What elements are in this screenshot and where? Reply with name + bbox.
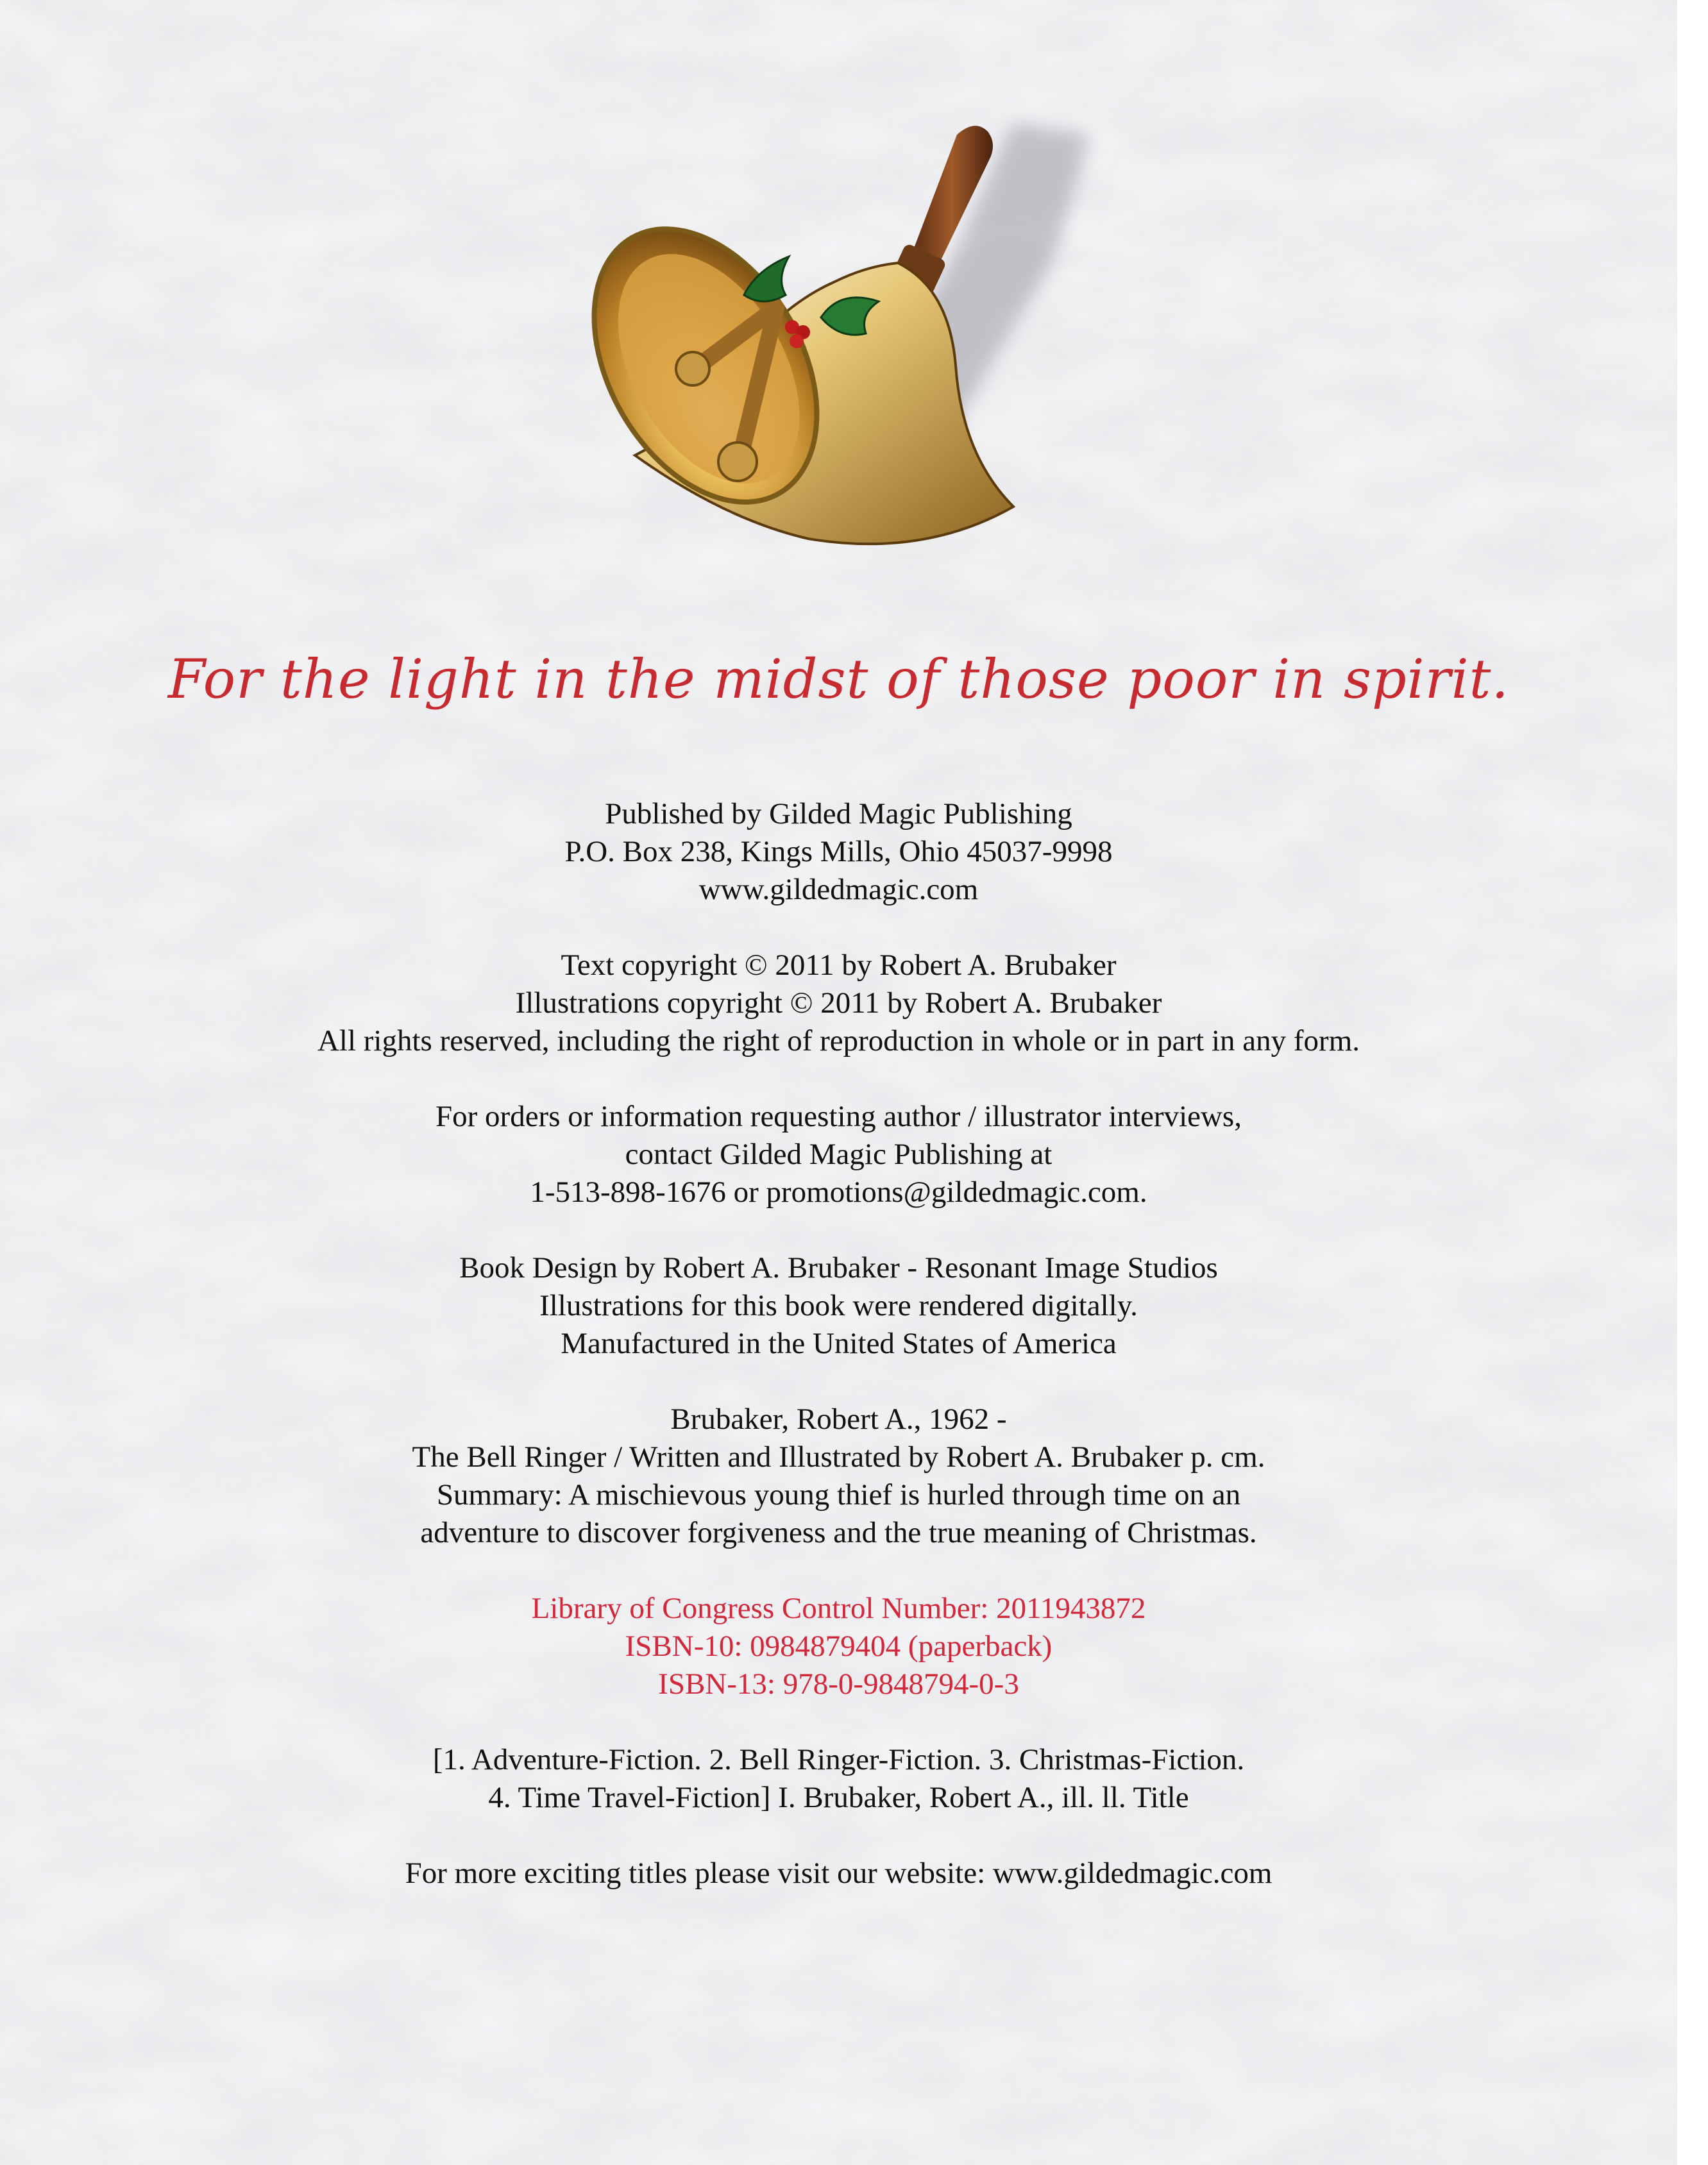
author-entry: Brubaker, Robert A., 1962 - (670, 1403, 1007, 1436)
isbn-10: ISBN-10: 0984879404 (paperback) (625, 1630, 1053, 1663)
text-copyright: Text copyright © 2011 by Robert A. Brubaker (561, 948, 1117, 982)
orders-line-1: For orders or information requesting author / illustrator interviews, (435, 1100, 1242, 1133)
orders-line-2: contact Gilded Magic Publishing at (625, 1138, 1053, 1171)
publisher-website: www.gildedmagic.com (698, 873, 979, 906)
isbn-13: ISBN-13: 978-0-9848794-0-3 (658, 1667, 1019, 1701)
publisher-address: P.O. Box 238, Kings Mills, Ohio 45037-9998 (564, 835, 1113, 868)
illustration-note: Illustrations for this book were rendered digitally. (539, 1289, 1138, 1322)
summary-line-2: adventure to discover forgiveness and the true meaning of Christmas. (420, 1516, 1257, 1549)
orders-block (0, 1098, 1677, 1211)
illustrations-copyright: Illustrations copyright © 2011 by Robert A. Brubaker (515, 986, 1162, 1020)
subjects-block (0, 1741, 1677, 1817)
orders-contact: 1-513-898-1676 or promotions@gildedmagic.com. (530, 1175, 1147, 1209)
subjects-line-1: [1. Adventure-Fiction. 2. Bell Ringer-Fiction. 3. Christmas-Fiction. (432, 1743, 1245, 1776)
identifiers-block (0, 1590, 1677, 1703)
cataloging-block (0, 1401, 1677, 1552)
colophon (0, 795, 1677, 1930)
website-promo: For more exciting titles please visit our website: www.gildedmagic.com (405, 1857, 1273, 1890)
book-design-credit: Book Design by Robert A. Brubaker - Resonant Image Studios (459, 1251, 1218, 1285)
lccn: Library of Congress Control Number: 2011943872 (531, 1592, 1146, 1625)
rights-reserved: All rights reserved, including the right of reproduction in whole or in part in any form. (317, 1024, 1360, 1057)
page-margin (1677, 0, 1708, 2165)
summary-line-1: Summary: A mischievous young thief is hurled through time on an (436, 1478, 1241, 1512)
title-entry: The Bell Ringer / Written and Illustrated by Robert A. Brubaker p. cm. (412, 1440, 1265, 1474)
website-block (0, 1855, 1677, 1892)
dedication: For the light in the midst of those poor in spirit. (167, 648, 1510, 711)
design-block (0, 1249, 1677, 1363)
bell-illustration (564, 96, 1142, 609)
manufacture-note: Manufactured in the United States of America (561, 1327, 1117, 1360)
publisher-name: Published by Gilded Magic Publishing (605, 797, 1072, 830)
copyright-block (0, 947, 1677, 1060)
publisher-block (0, 795, 1677, 909)
subjects-line-2: 4. Time Travel-Fiction] I. Brubaker, Robert A., ill. ll. Title (488, 1781, 1189, 1814)
